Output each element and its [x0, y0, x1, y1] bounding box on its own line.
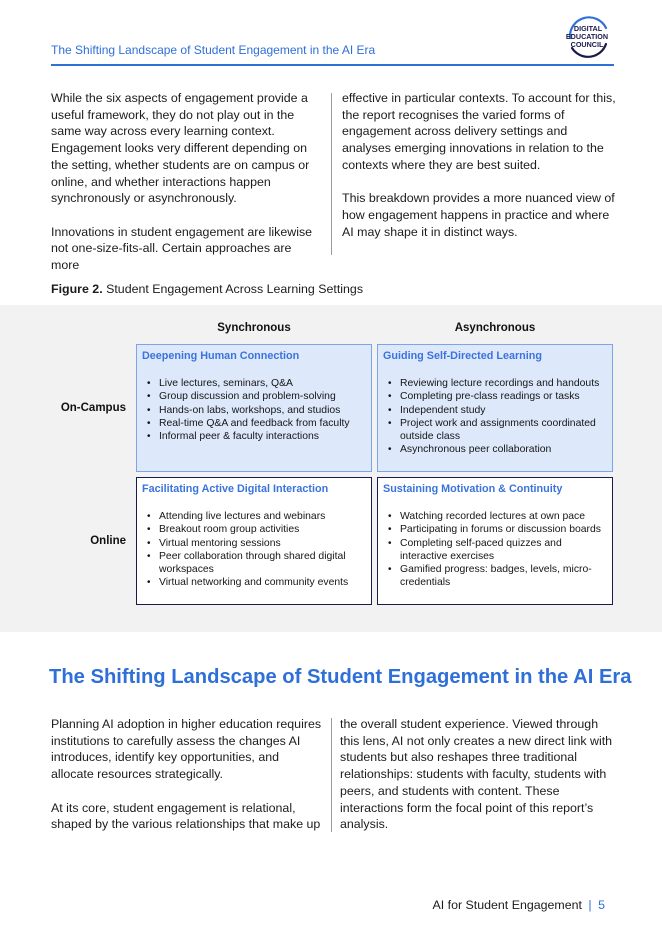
- list-item: • Breakout room group activities: [142, 523, 365, 536]
- cell-list: [383, 377, 606, 457]
- cell-title: Deepening Human Connection: [142, 350, 300, 362]
- logo-line-3: COUNCIL: [570, 40, 604, 49]
- list-item: • Completing self-paced quizzes and interactive exercises: [383, 537, 606, 564]
- cell-on-campus-asynchronous: [377, 344, 613, 472]
- column-header-asynchronous: Asynchronous: [454, 322, 536, 334]
- figure-caption-text: Student Engagement Across Learning Settings: [106, 282, 364, 296]
- intro-left-column: [51, 90, 323, 274]
- list-item: • Virtual mentoring sessions: [142, 537, 365, 550]
- row-header-online: Online: [90, 535, 126, 547]
- column-divider: [331, 93, 332, 255]
- list-item: • Informal peer & faculty interactions: [142, 430, 365, 443]
- list-item: • Asynchronous peer collaboration: [383, 443, 606, 456]
- list-item: • Independent study: [383, 404, 606, 417]
- cell-on-campus-synchronous: [136, 344, 372, 472]
- intro-paragraph: This breakdown provides a more nuanced view of how engagement happens in practice and where AI may shape it in distinct ways.: [342, 191, 615, 239]
- figure-caption: [51, 282, 363, 296]
- cell-list: [383, 510, 606, 590]
- cell-list: [142, 510, 365, 590]
- digital-education-council-logo: [562, 14, 612, 60]
- page-number: 5: [598, 898, 605, 912]
- column-divider: [331, 718, 332, 832]
- footer-publication-title: AI for Student Engagement: [432, 898, 582, 912]
- intro-paragraph: effective in particular contexts. To account for this, the report recognises the varied forms of engagement across delivery settings and analyses emerging innovations in relation to the contexts where they are best suited.: [342, 91, 616, 172]
- list-item: • Live lectures, seminars, Q&A: [142, 377, 365, 390]
- list-item: • Gamified progress: badges, levels, micro-credentials: [383, 563, 606, 590]
- body-left-column: [51, 716, 323, 833]
- row-header-on-campus: On-Campus: [60, 402, 126, 414]
- header-rule: [51, 64, 614, 66]
- body-right-column: [340, 716, 616, 833]
- list-item: • Virtual networking and community events: [142, 576, 365, 589]
- cell-title: Facilitating Active Digital Interaction: [142, 483, 329, 495]
- intro-paragraph: Innovations in student engagement are likewise not one-size-fits-all. Certain approaches are more: [51, 224, 313, 273]
- list-item: • Group discussion and problem-solving: [142, 390, 365, 403]
- list-item: • Reviewing lecture recordings and handouts: [383, 377, 606, 390]
- list-item: • Real-time Q&A and feedback from faculty: [142, 417, 365, 430]
- cell-title: Sustaining Motivation & Continuity: [383, 483, 563, 495]
- figure-label: Figure 2.: [51, 282, 103, 296]
- cell-online-synchronous: [136, 477, 372, 605]
- list-item: • Participating in forums or discussion boards: [383, 523, 606, 536]
- intro-paragraph: While the six aspects of engagement provide a useful framework, they do not play out in the same way across every learning context. Engagement looks very different depending on the setting, whether students are on campus or online, and whether interactions happen synchronously or asynchronously.: [51, 91, 310, 206]
- page-footer: [432, 898, 605, 912]
- column-header-synchronous: Synchronous: [217, 322, 291, 334]
- logo-line-2: EDUCATION: [565, 32, 609, 41]
- list-item: • Attending live lectures and webinars: [142, 510, 365, 523]
- list-item: • Completing pre-class readings or tasks: [383, 390, 606, 403]
- footer-separator: |: [588, 898, 592, 912]
- running-header-title: The Shifting Landscape of Student Engagement in the AI Era: [51, 43, 376, 57]
- cell-online-asynchronous: [377, 477, 613, 605]
- cell-list: [142, 377, 365, 443]
- figure-panel: [0, 305, 662, 632]
- cell-title: Guiding Self-Directed Learning: [383, 350, 542, 362]
- section-title: The Shifting Landscape of Student Engagement in the AI Era: [49, 666, 632, 688]
- list-item: • Watching recorded lectures at own pace: [383, 510, 606, 523]
- list-item: • Project work and assignments coordinated outside class: [383, 417, 606, 444]
- logo-line-1: DIGITAL: [573, 24, 603, 33]
- list-item: • Peer collaboration through shared digital workspaces: [142, 550, 365, 577]
- intro-right-column: [342, 90, 617, 240]
- list-item: • Hands-on labs, workshops, and studios: [142, 404, 365, 417]
- body-paragraph: Planning AI adoption in higher education requires institutions to carefully assess the changes AI introduces, identify key opportunities, and allocate resources strategically.: [51, 717, 322, 782]
- body-paragraph: the overall student experience. Viewed through this lens, AI not only creates a new direct link with students but also reshapes three traditional relationships: students with faculty, students with peers, and students with content. These interactions form the focal point of this report’s analysis.: [340, 717, 613, 832]
- body-paragraph: At its core, student engagement is relational, shaped by the various relationships that make up: [51, 800, 321, 832]
